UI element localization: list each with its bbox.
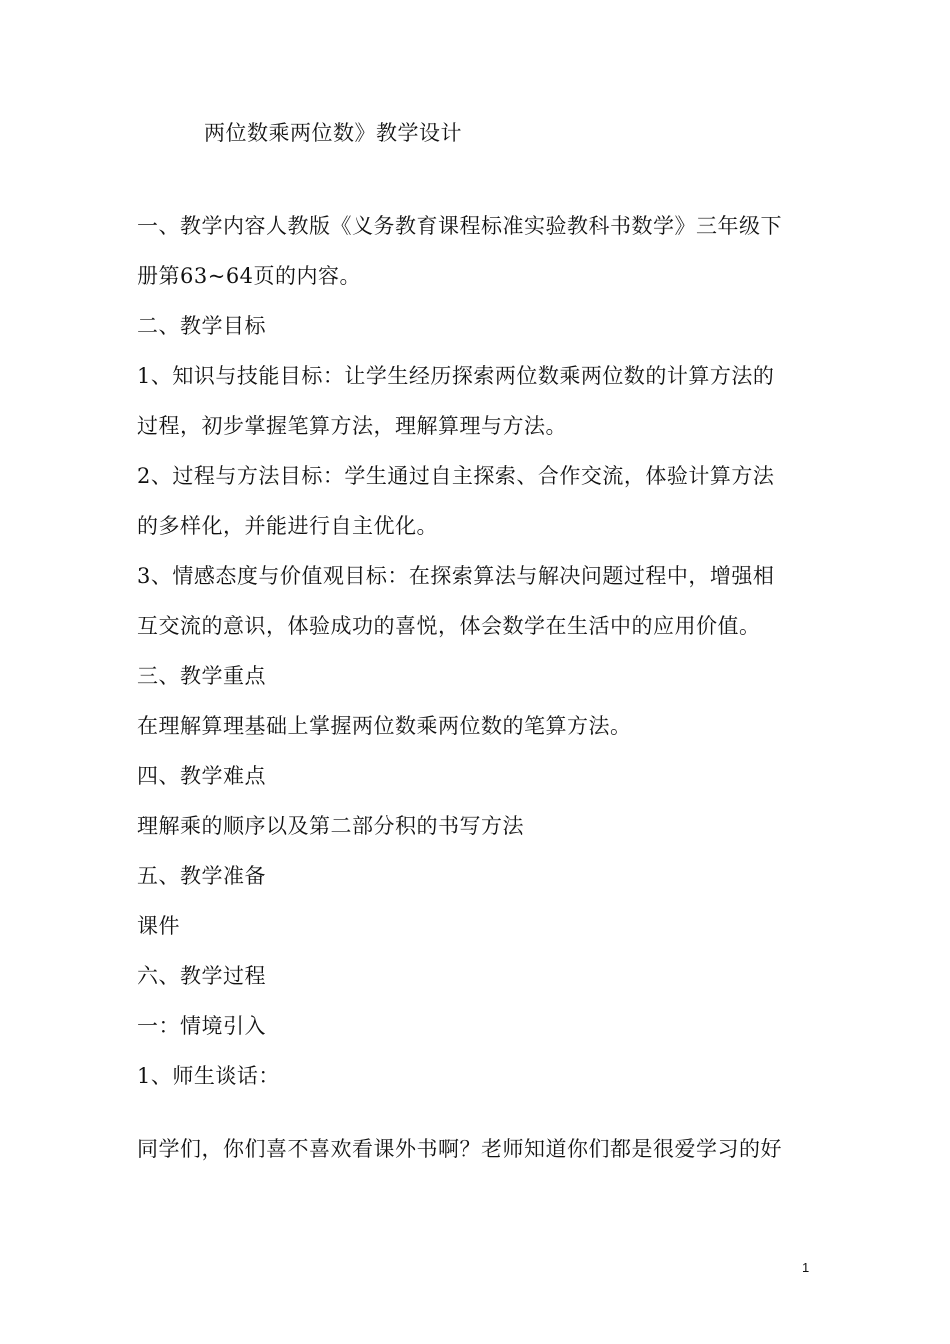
paragraph-line: 1、知识与技能目标：让学生经历探索两位数乘两位数的计算方法的 [137,364,775,388]
section-heading: 二、教学目标 [137,314,266,338]
paragraph-line: 册第63~64页的内容。 [137,264,362,288]
paragraph-line: 互交流的意识，体验成功的喜悦，体会数学在生活中的应用价值。 [137,614,761,638]
section-heading: 三、教学重点 [137,664,266,688]
paragraph-line: 课件 [137,914,180,938]
section-heading: 四、教学难点 [137,764,266,788]
paragraph-line: 2、过程与方法目标：学生通过自主探索、合作交流，体验计算方法 [137,464,775,488]
paragraph-line: 在理解算理基础上掌握两位数乘两位数的笔算方法。 [137,714,632,738]
subsection-heading: 一：情境引入 [137,1014,266,1038]
paragraph-line: 同学们，你们喜不喜欢看课外书啊？老师知道你们都是很爱学习的好 [137,1137,782,1161]
paragraph-line: 过程，初步掌握笔算方法，理解算理与方法。 [137,414,567,438]
page-number: 1 [802,1260,810,1275]
paragraph-line: 的多样化，并能进行自主优化。 [137,514,438,538]
section-heading: 六、教学过程 [137,964,266,988]
paragraph-line: 3、情感态度与价值观目标：在探索算法与解决问题过程中，增强相 [137,564,775,588]
paragraph-line: 一、教学内容人教版《义务教育课程标准实验教科书数学》三年级下 [137,214,782,238]
paragraph-line: 1、师生谈话： [137,1064,280,1088]
section-heading: 五、教学准备 [137,864,266,888]
paragraph-line: 理解乘的顺序以及第二部分积的书写方法 [137,814,524,838]
document-title: 两位数乘两位数》教学设计 [204,121,462,145]
